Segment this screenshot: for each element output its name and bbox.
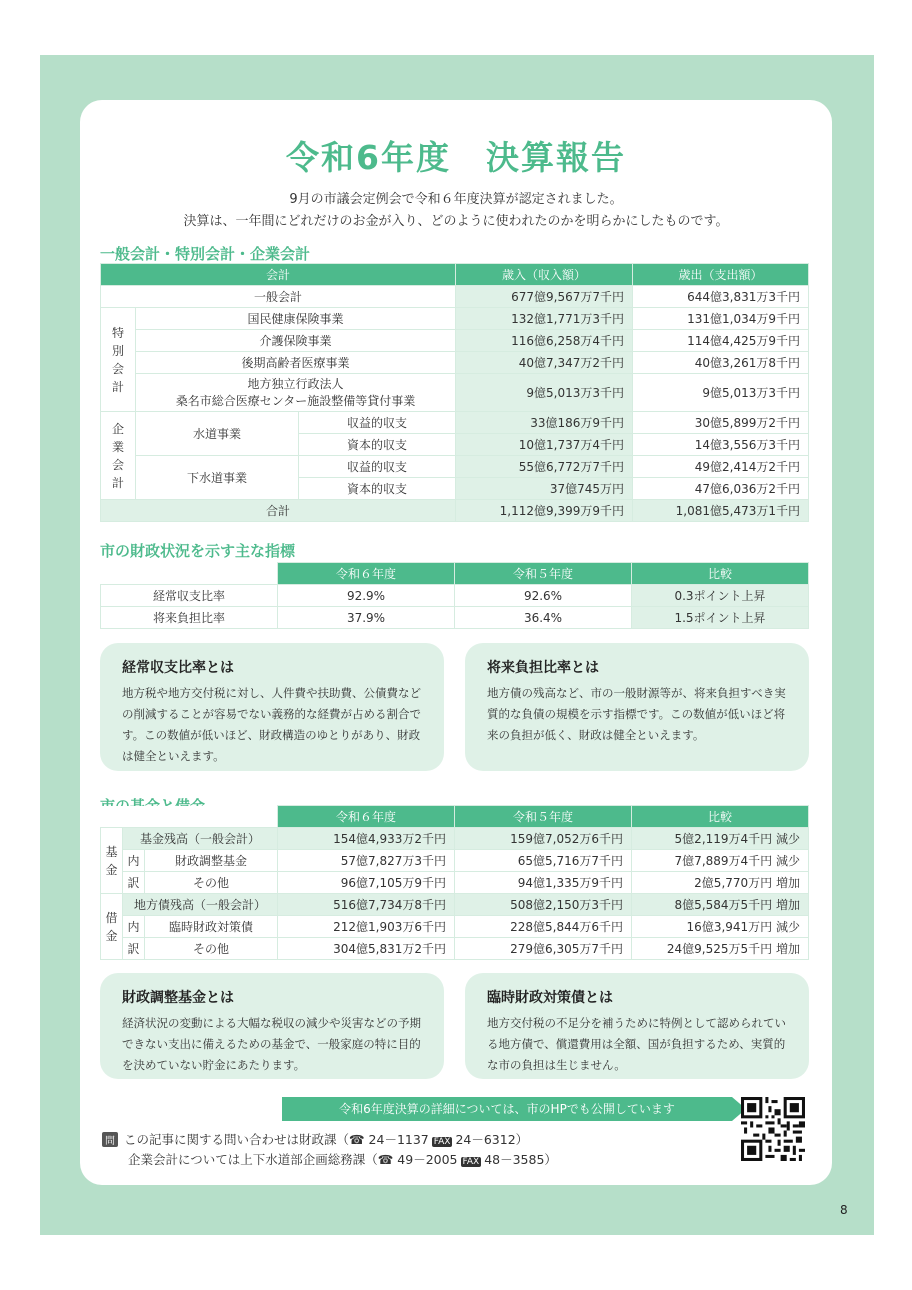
general-account-out: 644億3,831万3千円 bbox=[633, 286, 809, 308]
debt-total-compare bbox=[632, 894, 809, 916]
qr-code-icon[interactable] bbox=[741, 1097, 805, 1161]
compare-value: 8億5,584万5千円 bbox=[674, 898, 773, 912]
indicator-r6: 92.9% bbox=[278, 585, 455, 607]
info-box-title: 財政調整基金とは bbox=[122, 990, 234, 1006]
total-out: 1,081億5,473万1千円 bbox=[633, 500, 809, 522]
total-in: 1,112億9,399万9千円 bbox=[456, 500, 633, 522]
contact-text-2: 企業会計については上下水道部企画総務課（☎ 49－2005 bbox=[128, 1152, 458, 1167]
special-row-in: 132億1,771万3千円 bbox=[456, 308, 633, 330]
indicator-compare: 0.3ポイント上昇 bbox=[632, 585, 809, 607]
compare-direction: 減少 bbox=[776, 920, 801, 934]
fund-row-r6: 57億7,827万3千円 bbox=[278, 850, 455, 872]
compare-value: 7億7,889万4千円 bbox=[674, 854, 773, 868]
inquiry-icon: 問 bbox=[102, 1132, 118, 1147]
header-revenue: 歳入（収入額） bbox=[456, 264, 633, 286]
water-income-in: 33億186万9千円 bbox=[456, 412, 633, 434]
total-label: 合計 bbox=[101, 500, 456, 522]
sewer-income-in: 55億6,772万7千円 bbox=[456, 456, 633, 478]
info-box-body: 地方債の残高など、市の一般財源等が、将来負担すべき実質的な負債の規模を示す指標です。この数値が低いほど将来の負担が低く、財政は健全といえます。 bbox=[487, 686, 786, 742]
debt-row-compare bbox=[632, 938, 809, 960]
info-box-future-burden bbox=[465, 643, 809, 771]
compare-value: 24億9,525万5千円 bbox=[666, 942, 773, 956]
water-capital-out: 14億3,556万3千円 bbox=[633, 434, 809, 456]
contact-text-1: この記事に関する問い合わせは財政課（☎ 24－1137 bbox=[124, 1132, 429, 1147]
section-heading-indicators: 市の財政状況を示す主な指標 bbox=[100, 542, 296, 560]
special-row-name: 介護保険事業 bbox=[136, 330, 456, 352]
fund-label: 基金 bbox=[101, 828, 123, 894]
compare-direction: 増加 bbox=[776, 942, 801, 956]
page-title: 令和6年度 決算報告 bbox=[286, 138, 626, 177]
sewer-capital-label: 資本的収支 bbox=[299, 478, 456, 500]
info-box-body: 経済状況の変動による大幅な税収の減少や災害などの予期できない支出に備えるための基金で、一般家庭の特に目的を決めていない貯金にあたります。 bbox=[122, 1016, 421, 1072]
compare-direction: 増加 bbox=[776, 876, 801, 890]
uchi-label: 内 bbox=[123, 850, 145, 872]
fund-row-name: その他 bbox=[145, 872, 278, 894]
debt-row-r5: 279億6,305万7千円 bbox=[455, 938, 632, 960]
special-row-out: 131億1,034万9千円 bbox=[633, 308, 809, 330]
enterprise-account-label: 企業会計 bbox=[101, 412, 136, 500]
special-row-name: 国民健康保険事業 bbox=[136, 308, 456, 330]
debt-row-r5: 228億5,844万6千円 bbox=[455, 916, 632, 938]
debt-row-compare bbox=[632, 916, 809, 938]
indicator-compare: 1.5ポイント上昇 bbox=[632, 607, 809, 629]
debt-total-r5: 508億2,150万3千円 bbox=[455, 894, 632, 916]
indicator-r5: 36.4% bbox=[455, 607, 632, 629]
fund-total-compare bbox=[632, 828, 809, 850]
debt-total-name: 地方債残高（一般会計） bbox=[123, 894, 278, 916]
lead-line-2: 決算は、一年間にどれだけのお金が入り、どのように使われたのかを明らかにしたものです。 bbox=[183, 214, 729, 229]
special-account-label: 特別会計 bbox=[101, 308, 136, 412]
info-box-title: 将来負担比率とは bbox=[487, 660, 599, 676]
info-box-body: 地方税や地方交付税に対し、人件費や扶助費、公債費などの削減することが容易でない義務的な経費が占める割合です。この数値が低いほど、財政構造のゆとりがあり、財政は健全といえます。 bbox=[122, 686, 421, 763]
fund-total-name: 基金残高（一般会計） bbox=[123, 828, 278, 850]
funds-debt-table bbox=[100, 805, 809, 960]
water-capital-label: 資本的収支 bbox=[299, 434, 456, 456]
wake-label: 訳 bbox=[123, 872, 145, 894]
info-box-ordinary-balance bbox=[100, 643, 444, 771]
special-row-out: 40億3,261万8千円 bbox=[633, 352, 809, 374]
debt-row-r6: 304億5,831万2千円 bbox=[278, 938, 455, 960]
info-box-title: 臨時財政対策債とは bbox=[487, 990, 613, 1006]
special-row-out: 114億4,425万9千円 bbox=[633, 330, 809, 352]
special-row-hospital bbox=[136, 374, 456, 412]
fax-icon: FAX bbox=[433, 1137, 451, 1147]
fund-row-r6: 96億7,105万9千円 bbox=[278, 872, 455, 894]
water-income-label: 収益的収支 bbox=[299, 412, 456, 434]
water-business-label: 水道事業 bbox=[136, 412, 299, 456]
page-number: 8 bbox=[840, 1203, 848, 1217]
indicator-name: 経常収支比率 bbox=[101, 585, 278, 607]
debt-total-r6: 516億7,734万8千円 bbox=[278, 894, 455, 916]
uchi-label: 内 bbox=[123, 916, 145, 938]
header-r6: 令和６年度 bbox=[278, 806, 455, 828]
info-box-temporary-bonds bbox=[465, 973, 809, 1079]
fax-icon: FAX bbox=[462, 1157, 480, 1167]
header-r6: 令和６年度 bbox=[278, 563, 455, 585]
sewer-capital-out: 47億6,036万2千円 bbox=[633, 478, 809, 500]
contact-fax-1: 24－6312） bbox=[455, 1132, 529, 1147]
fund-total-r6: 154億4,933万2千円 bbox=[278, 828, 455, 850]
debt-label: 借金 bbox=[101, 894, 123, 960]
fund-row-r5: 65億5,716万7千円 bbox=[455, 850, 632, 872]
header-r5: 令和５年度 bbox=[455, 563, 632, 585]
fund-row-compare bbox=[632, 872, 809, 894]
debt-row-r6: 212億1,903万6千円 bbox=[278, 916, 455, 938]
compare-value: 16億3,941万円 bbox=[686, 920, 773, 934]
info-box-body: 地方交付税の不足分を補うために特例として認められている地方債で、償還費用は全額、国が負担するため、実質的な市の負担は生じません。 bbox=[487, 1016, 786, 1072]
fund-total-r5: 159億7,052万6千円 bbox=[455, 828, 632, 850]
header-compare: 比較 bbox=[632, 563, 809, 585]
debt-row-name: 臨時財政対策債 bbox=[145, 916, 278, 938]
general-account-name: 一般会計 bbox=[101, 286, 456, 308]
compare-direction: 増加 bbox=[776, 898, 801, 912]
special-row-out: 9億5,013万3千円 bbox=[633, 374, 809, 412]
special-row-name-line2: 桑名市総合医療センター施設整備等貸付事業 bbox=[175, 393, 416, 408]
empty-corner bbox=[101, 806, 278, 828]
special-row-in: 116億6,258万4千円 bbox=[456, 330, 633, 352]
fund-row-compare bbox=[632, 850, 809, 872]
header-account: 会計 bbox=[101, 264, 456, 286]
compare-value: 5億2,119万4千円 bbox=[674, 832, 773, 846]
header-expenditure: 歳出（支出額） bbox=[633, 264, 809, 286]
general-account-in: 677億9,567万7千円 bbox=[456, 286, 633, 308]
fund-row-r5: 94億1,335万9千円 bbox=[455, 872, 632, 894]
lead-line-1: 9月の市議会定例会で令和６年度決算が認定されました。 bbox=[289, 192, 623, 207]
info-box-title: 経常収支比率とは bbox=[122, 660, 234, 676]
special-row-in: 40億7,347万2千円 bbox=[456, 352, 633, 374]
sewer-capital-in: 37億745万円 bbox=[456, 478, 633, 500]
fund-row-name: 財政調整基金 bbox=[145, 850, 278, 872]
contact-fax-2: 48－3585） bbox=[484, 1152, 557, 1167]
special-row-name: 後期高齢者医療事業 bbox=[136, 352, 456, 374]
header-r5: 令和５年度 bbox=[455, 806, 632, 828]
water-capital-in: 10億1,737万4千円 bbox=[456, 434, 633, 456]
info-box-fiscal-adjustment-fund bbox=[100, 973, 444, 1079]
hp-banner[interactable]: 令和6年度決算の詳細については、市のHPでも公開しています bbox=[282, 1097, 732, 1121]
sewer-income-out: 49億2,414万2千円 bbox=[633, 456, 809, 478]
wake-label: 訳 bbox=[123, 938, 145, 960]
indicator-r5: 92.6% bbox=[455, 585, 632, 607]
compare-direction: 減少 bbox=[776, 854, 801, 868]
debt-row-name: その他 bbox=[145, 938, 278, 960]
sewer-business-label: 下水道事業 bbox=[136, 456, 299, 500]
indicator-name: 将来負担比率 bbox=[101, 607, 278, 629]
compare-direction: 減少 bbox=[776, 832, 801, 846]
special-row-name-line1: 地方独立行政法人 bbox=[247, 376, 344, 391]
compare-value: 2億5,770万円 bbox=[694, 876, 773, 890]
contact-line-1 bbox=[102, 1130, 528, 1148]
contact-line-2 bbox=[128, 1150, 557, 1168]
accounts-table bbox=[100, 263, 809, 522]
indicators-table bbox=[100, 562, 809, 629]
header-compare: 比較 bbox=[632, 806, 809, 828]
special-row-in: 9億5,013万3千円 bbox=[456, 374, 633, 412]
section-heading-accounts: 一般会計・特別会計・企業会計 bbox=[100, 245, 311, 263]
sewer-income-label: 収益的収支 bbox=[299, 456, 456, 478]
indicator-r6: 37.9% bbox=[278, 607, 455, 629]
water-income-out: 30億5,899万2千円 bbox=[633, 412, 809, 434]
empty-corner bbox=[101, 563, 278, 585]
